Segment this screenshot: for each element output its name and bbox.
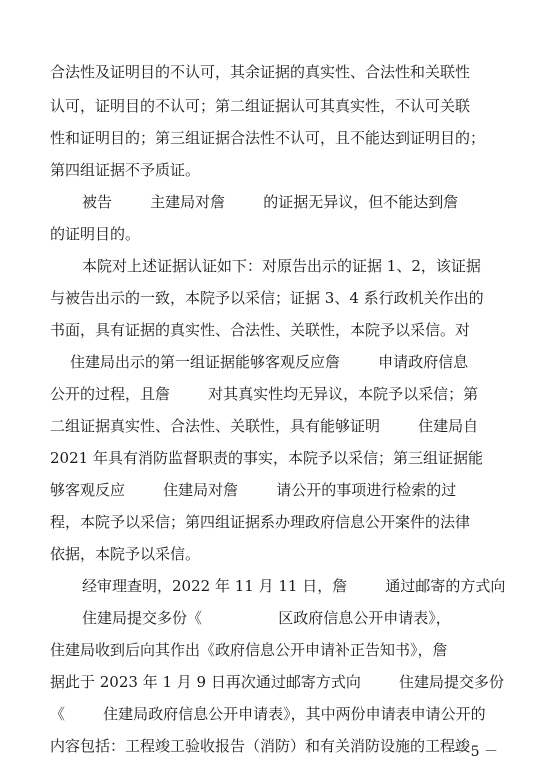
text-line: 认可，证明目的不认可；第二组证据认可其真实性，不认可关联: [50, 97, 471, 115]
text-line: 公开的过程，且詹 对其真实性均无异议，本院予以采信；第: [50, 385, 479, 403]
text-line: 《 住建局政府信息公开申请表》，其中两份申请表申请公开的: [50, 705, 486, 723]
text-line: 被告 主建局对詹 的证据无异议，但不能达到詹: [82, 193, 459, 211]
text-line: 2021 年具有消防监督职责的事实，本院予以采信；第三组证据能: [50, 449, 483, 467]
text-line: 的证明目的。: [50, 225, 141, 243]
text-line: 书面，具有证据的真实性、合法性、关联性，本院予以采信。对: [50, 321, 471, 339]
page-number: － 5 －: [452, 744, 498, 760]
text-line: 第四组证据不予质证。: [50, 161, 201, 179]
text-line: 合法性及证明目的不认可，其余证据的真实性、合法性和关联性: [50, 63, 471, 81]
text-line: 住建局收到后向其作出《政府信息公开申请补正告知书》，詹: [50, 641, 448, 659]
text-line: 与被告出示的一致，本院予以采信；证据 3、4 系行政机关作出的: [50, 289, 484, 307]
text-line: 二组证据真实性、合法性、关联性，具有能够证明 住建局自: [50, 417, 479, 435]
text-line: 内容包括：工程竣工验收报告（消防）和有关消防设施的工程竣: [50, 737, 471, 755]
text-line: 住建局出示的第一组证据能够客观反应詹 申请政府信息: [70, 353, 469, 371]
text-line: 够客观反应 住建局对詹 请公开的事项进行检索的过: [50, 481, 457, 499]
text-line: 依据，本院予以采信。: [50, 545, 201, 563]
text-line: 程，本院予以采信；第四组证据系办理政府信息公开案件的法律: [50, 513, 471, 531]
text-line: 住建局提交多份《 区政府信息公开申请表》，: [82, 609, 451, 627]
text-line: 性和证明目的；第三组证据合法性不认可，且不能达到证明目的；: [50, 129, 486, 147]
text-line: 据此于 2023 年 1 月 9 日再次通过邮寄方式向 住建局提交多份: [50, 673, 505, 691]
text-line: 经审理查明，2022 年 11 月 11 日，詹 通过邮寄的方式向: [82, 577, 506, 595]
text-line: 本院对上述证据认证如下：对原告出示的证据 1、2，该证据: [82, 257, 481, 275]
